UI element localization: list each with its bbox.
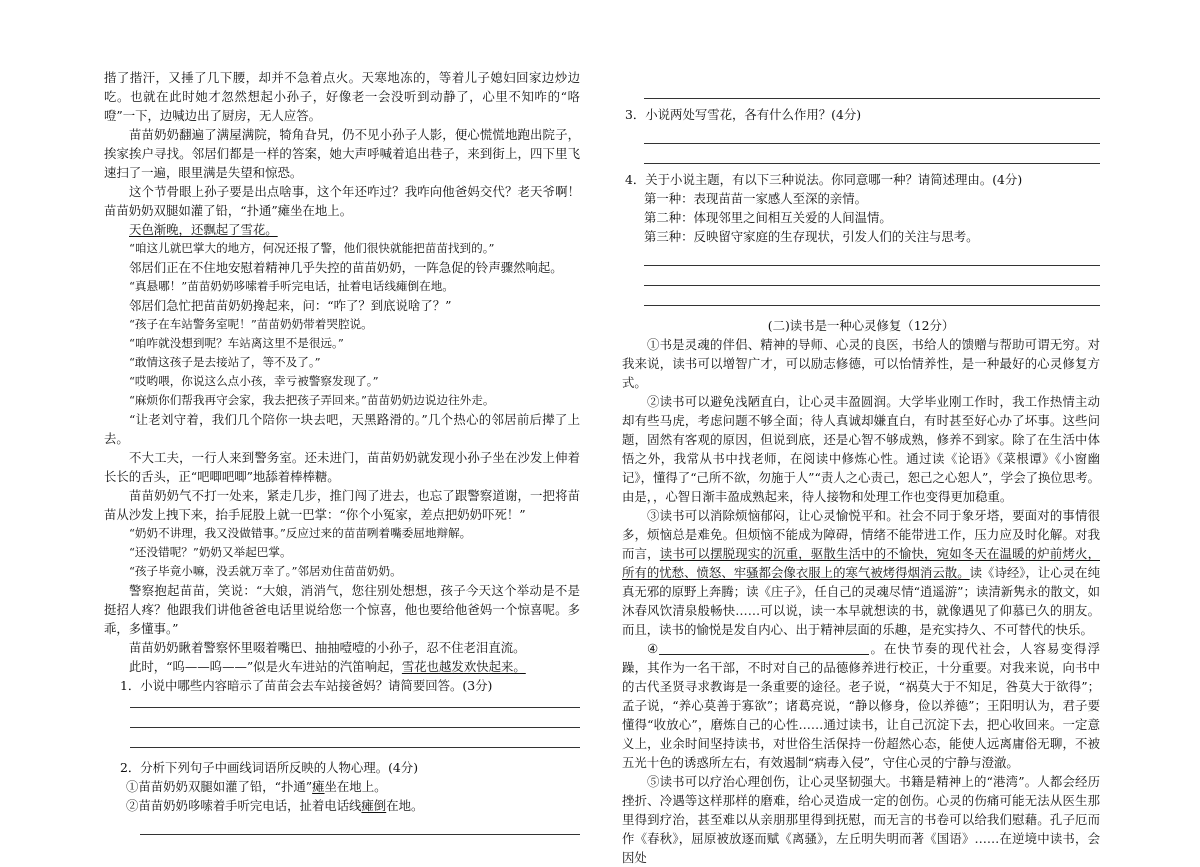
story-paragraph: “让老刘守着，我们几个陪你一块去吧，天黑路滑的。”几个热心的邻居前后撵了上去。: [104, 412, 580, 446]
story-paragraph: 揩了揩汗，又捶了几下腰，却并不急着点火。天寒地冻的，等着儿子媳妇回家边炒边吃。也就在此时她才忽然想起小孙子，好像老一会没听到动静了，心里不知咋的“咯噔”一下，边喊边出了厨房，无人应答。: [104, 70, 580, 123]
story-paragraph: [104, 220, 580, 239]
question-2: 2．分析下列句子中画线词语所反映的人物心理。(4分): [120, 760, 419, 775]
story-paragraph: 苗苗奶奶翻遍了满屋满院，犄角旮旯，仍不见小孙子人影，便心慌慌地跑出院子，挨家挨户寻找。邻居们都是一样的答案，她大声呼喊着追出巷子，来到街上，四下里飞速扫了一遍，眼里满是失望和惊恐。: [104, 127, 580, 180]
question-4-option: 第三种：反映留守家庭的生存现状，引发人们的关注与思考。: [644, 229, 979, 244]
story-paragraph: 这个节骨眼上孙子要是出点啥事，这个年还咋过？我咋向他爸妈交代？老天爷啊！苗苗奶奶双腿如灌了铅，“扑通”瘫坐在地上。: [104, 184, 580, 218]
question-2-option-1: ①苗苗奶奶双腿如灌了铅，“扑通”瘫坐在地上。: [126, 779, 387, 794]
answer-line[interactable]: [140, 815, 580, 835]
answer-line[interactable]: [644, 286, 1100, 306]
underlined-sentence: 天色渐晚，还飘起了雪花。: [129, 222, 278, 237]
story-paragraph: 邻居们正在不住地安慰着精神几乎失控的苗苗奶奶，一阵急促的铃声骤然响起。: [129, 260, 563, 275]
right-column: [622, 68, 1100, 867]
question-1: 1．小说中哪些内容暗示了苗苗会去车站接爸妈？请简要回答。(3分): [120, 678, 493, 693]
section-title: (二)读书是一种心灵修复（12分）: [767, 318, 955, 333]
answer-line[interactable]: [644, 144, 1100, 164]
dialog-line: “咱这儿就巴掌大的地方，何况还报了警，他们很快就能把苗苗找到的。”: [129, 241, 495, 255]
dialog-line: “麻烦你们帮我再守会家，我去把孩子弄回来。”苗苗奶奶边说边往外走。: [129, 393, 495, 407]
dialog-line: “敢情这孩子是去接站了，等不及了。”: [129, 355, 321, 369]
fill-in-blank[interactable]: [659, 641, 869, 655]
dialog-line: “哎哟喂，你说这么点小孩，幸亏被警察发现了。”: [129, 374, 379, 388]
answer-line[interactable]: [130, 728, 580, 748]
dialog-line: “真悬哪！”苗苗奶奶哆嗦着手听完电话，扯着电话线瘫倒在地。: [129, 279, 454, 293]
story-paragraph: 不大工夫，一行人来到警务室。还未进门，苗苗奶奶就发现小孙子坐在沙发上伸着长长的舌头，正“吧唧吧唧”地舔着棒棒糖。: [104, 450, 580, 484]
dialog-line: “孩子在车站警务室呢！”苗苗奶奶带着哭腔说。: [129, 317, 373, 331]
story-paragraph: 此时，“呜——呜——”似是火车进站的汽笛响起，雪花也越发欢快起来。: [129, 659, 526, 674]
answer-line[interactable]: [644, 266, 1100, 286]
answer-line[interactable]: [130, 708, 580, 728]
story-paragraph: 苗苗奶奶瞅着警察怀里啜着嘴巴、抽抽噎噎的小孙子，忍不住老泪直流。: [129, 640, 526, 655]
essay-paragraph-1: ①书是灵魂的伴侣、精神的导师、心灵的良医，书给人的馈赠与帮助可谓无穷。对我来说，读书可以增智广才，可以励志修德，可以怡情养性，是一种最好的心灵修复方式。: [622, 337, 1100, 390]
essay-paragraph-5: ⑤读书可以疗治心理创伤，让心灵坚韧强大。书籍是精神上的“港湾”。人都会经历挫折、冷遇等这样那样的磨难，给心灵造成一定的创伤。心灵的伤痛可能无法从医生那里得到疗治，甚至难以从亲朋那里得到抚慰，而无言的书卷可以给我们慰藉。孔子厄而作《春秋》，屈原被放逐而赋《离骚》，左丘明失明而著《国语》……在逆境中读书，会因处: [622, 774, 1100, 865]
essay-paragraph-3: ③读书可以消除烦恼郁闷，让心灵愉悦平和。社会不同于象牙塔，要面对的事情很多，烦恼总是难免。但烦恼不能成为障碍，情绪不能带进工作，压力应及时化解。对我而言，读书可以摆脱现实的沉重，驱散生活中的不愉快，宛如冬天在温暖的炉前烤火，所有的忧愁、愤怒、牢骚都会像衣服上的寒气被烤得烟消云散。读《诗经》，让心灵在纯真无邪的原野上奔腾；读《庄子》，任自己的灵魂尽情“逍遥游”；读清新隽永的散文，如沐春风饮清泉般畅快……可以说，读一本早就想读的书，就像遇见了仰慕已久的朋友。而且，读书的愉悦是发自内心、出于精神层面的乐趣，是充实持久、不可替代的快乐。: [622, 508, 1101, 637]
story-paragraph: 邻居们急忙把苗苗奶奶搀起来，问：“咋了？到底说啥了？”: [129, 298, 452, 313]
answer-line[interactable]: [644, 124, 1100, 144]
dialog-line: “奶奶不讲理，我又没做错事。”反应过来的苗苗咧着嘴委屈地辩解。: [129, 526, 472, 540]
dialog-line: “咱咋就没想到呢？车站离这里不是很远。”: [129, 336, 344, 350]
story-paragraph: 苗苗奶奶气不打一处来，紧走几步，推门闯了进去，也忘了跟警察道谢，一把将苗苗从沙发上拽下来，抬手屁股上就一巴掌：“你个小冤家，差点把奶奶吓死！”: [104, 488, 580, 522]
answer-line[interactable]: [130, 695, 580, 708]
underlined-sentence: 读书可以摆脱现实的沉重，驱散生活中的不愉快，宛如冬天在温暖的炉前烤火，所有的忧愁、愤怒、牢骚都会像衣服上的寒气被烤得烟消云散。: [622, 546, 1101, 580]
answer-line[interactable]: [644, 246, 1100, 266]
question-3: 3．小说两处写雪花，各有什么作用？(4分): [625, 107, 862, 122]
story-paragraph: 警察抱起苗苗，笑说：“大娘，消消气，您往别处想想，孩子今天这个举动是不是挺招人疼？他跟我们讲他爸爸电话里说给您一个惊喜，他也要给他爸妈一个惊喜呢。多乖，多懂事。”: [104, 583, 580, 636]
question-4-option: 第二种：体现邻里之间相互关爱的人间温情。: [644, 210, 892, 225]
left-column: [104, 68, 580, 835]
essay-paragraph-2: ②读书可以避免浅陋直白，让心灵丰盈圆润。大学毕业刚工作时，我工作热情主动却有些马虎，考虑问题不够全面；待人真诚却嫌直白，有时甚至好心办了坏事。这些问题，固然有客观的原因，但说到底，还是心智不够成熟，修养不到家。除了在生活中体悟之外，我常从书中找老师，在阅读中修炼心性。通过读《论语》《菜根谭》《小窗幽记》，懂得了“己所不欲，勿施于人”“责人之心责己，恕己之心恕人”，学会了换位思考。由是，，心智日渐丰盈成熟起来，待人接物和处理工作也变得更加稳重。: [622, 394, 1100, 504]
dialog-line: “孩子毕竟小嘛，没丢就万幸了。”邻居劝住苗苗奶奶。: [129, 564, 402, 578]
dialog-line: “还没错呢？”奶奶又举起巴掌。: [129, 545, 292, 559]
essay-paragraph-4: ④ 。在快节奏的现代社会，人容易变得浮躁，其作为一名干部，不时对自己的品德修养进行校正，十分重要。对我来说，向书中的古代圣贤寻求教诲是一条重要的途径。老子说，“祸莫大于不知足，咎莫大于欲得”；孟子说，“养心莫善于寡欲”；诸葛亮说，“静以修身，俭以养德”；王阳明认为，君子要懂得“收放心”，磨炼自己的心性……通过读书，让自己沉淀下去，把心收回来。一定意义上，业余时间坚持读书，对世俗生活保持一份超然心态，能使人远离庸俗无聊，不被五光十色的诱惑所左右，有效遏制“病毒入侵”，守住心灵的宁静与澄澈。: [622, 641, 1101, 770]
question-4-option: 第一种：表现苗苗一家感人至深的亲情。: [644, 191, 868, 206]
question-4: 4．关于小说主题，有以下三种说法。你同意哪一种？请简述理由。(4分): [625, 172, 1023, 187]
answer-line[interactable]: [644, 68, 1100, 99]
question-2-option-2: ②苗苗奶奶哆嗦着手听完电话，扯着电话线瘫倒在地。: [126, 798, 424, 813]
underlined-sentence: 雪花也越发欢快起来。: [401, 659, 526, 674]
